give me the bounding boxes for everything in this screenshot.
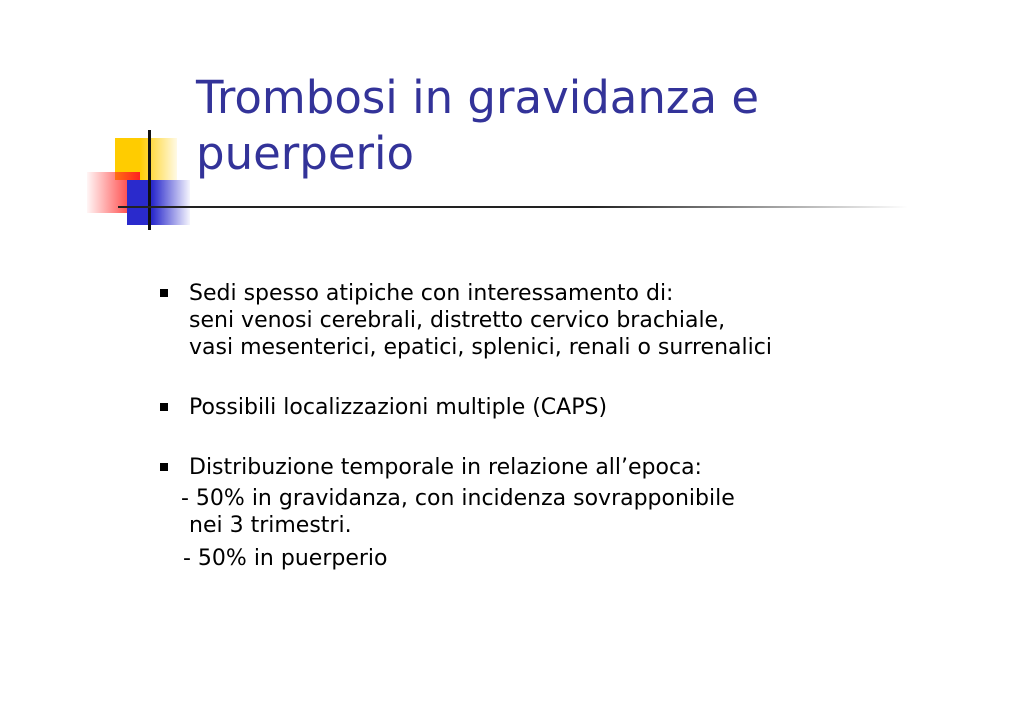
square-bullet-icon	[160, 463, 168, 471]
bullet-text: - 50% in puerperio	[183, 546, 388, 571]
bullet-text: seni venosi cerebrali, distretto cervico brachiale,	[189, 308, 726, 333]
square-bullet-icon	[160, 289, 168, 297]
square-bullet-icon	[160, 403, 168, 411]
bullet-item	[160, 394, 772, 421]
bullet-text: vasi mesenterici, epatici, splenici, renali o surrenalici	[189, 335, 772, 360]
bullet-item	[160, 454, 772, 572]
bullet-text: Distribuzione temporale in relazione all’epoca:	[189, 455, 702, 480]
bullet-text: Possibili localizzazioni multiple (CAPS)	[189, 395, 608, 420]
bullet-text: - 50% in gravidanza, con incidenza sovrapponibile	[181, 486, 735, 511]
title-line: Trombosi in gravidanza e	[196, 71, 760, 124]
slide-title	[196, 70, 759, 182]
bullet-text: nei 3 trimestri.	[189, 513, 352, 538]
bullet-list	[160, 280, 772, 605]
vertical-line	[148, 130, 151, 230]
bullet-item	[160, 280, 772, 361]
title-underline	[118, 206, 908, 208]
bullet-text: Sedi spesso atipiche con interessamento di:	[189, 281, 674, 306]
blue-square	[127, 180, 190, 225]
title-line: puerperio	[196, 127, 415, 180]
